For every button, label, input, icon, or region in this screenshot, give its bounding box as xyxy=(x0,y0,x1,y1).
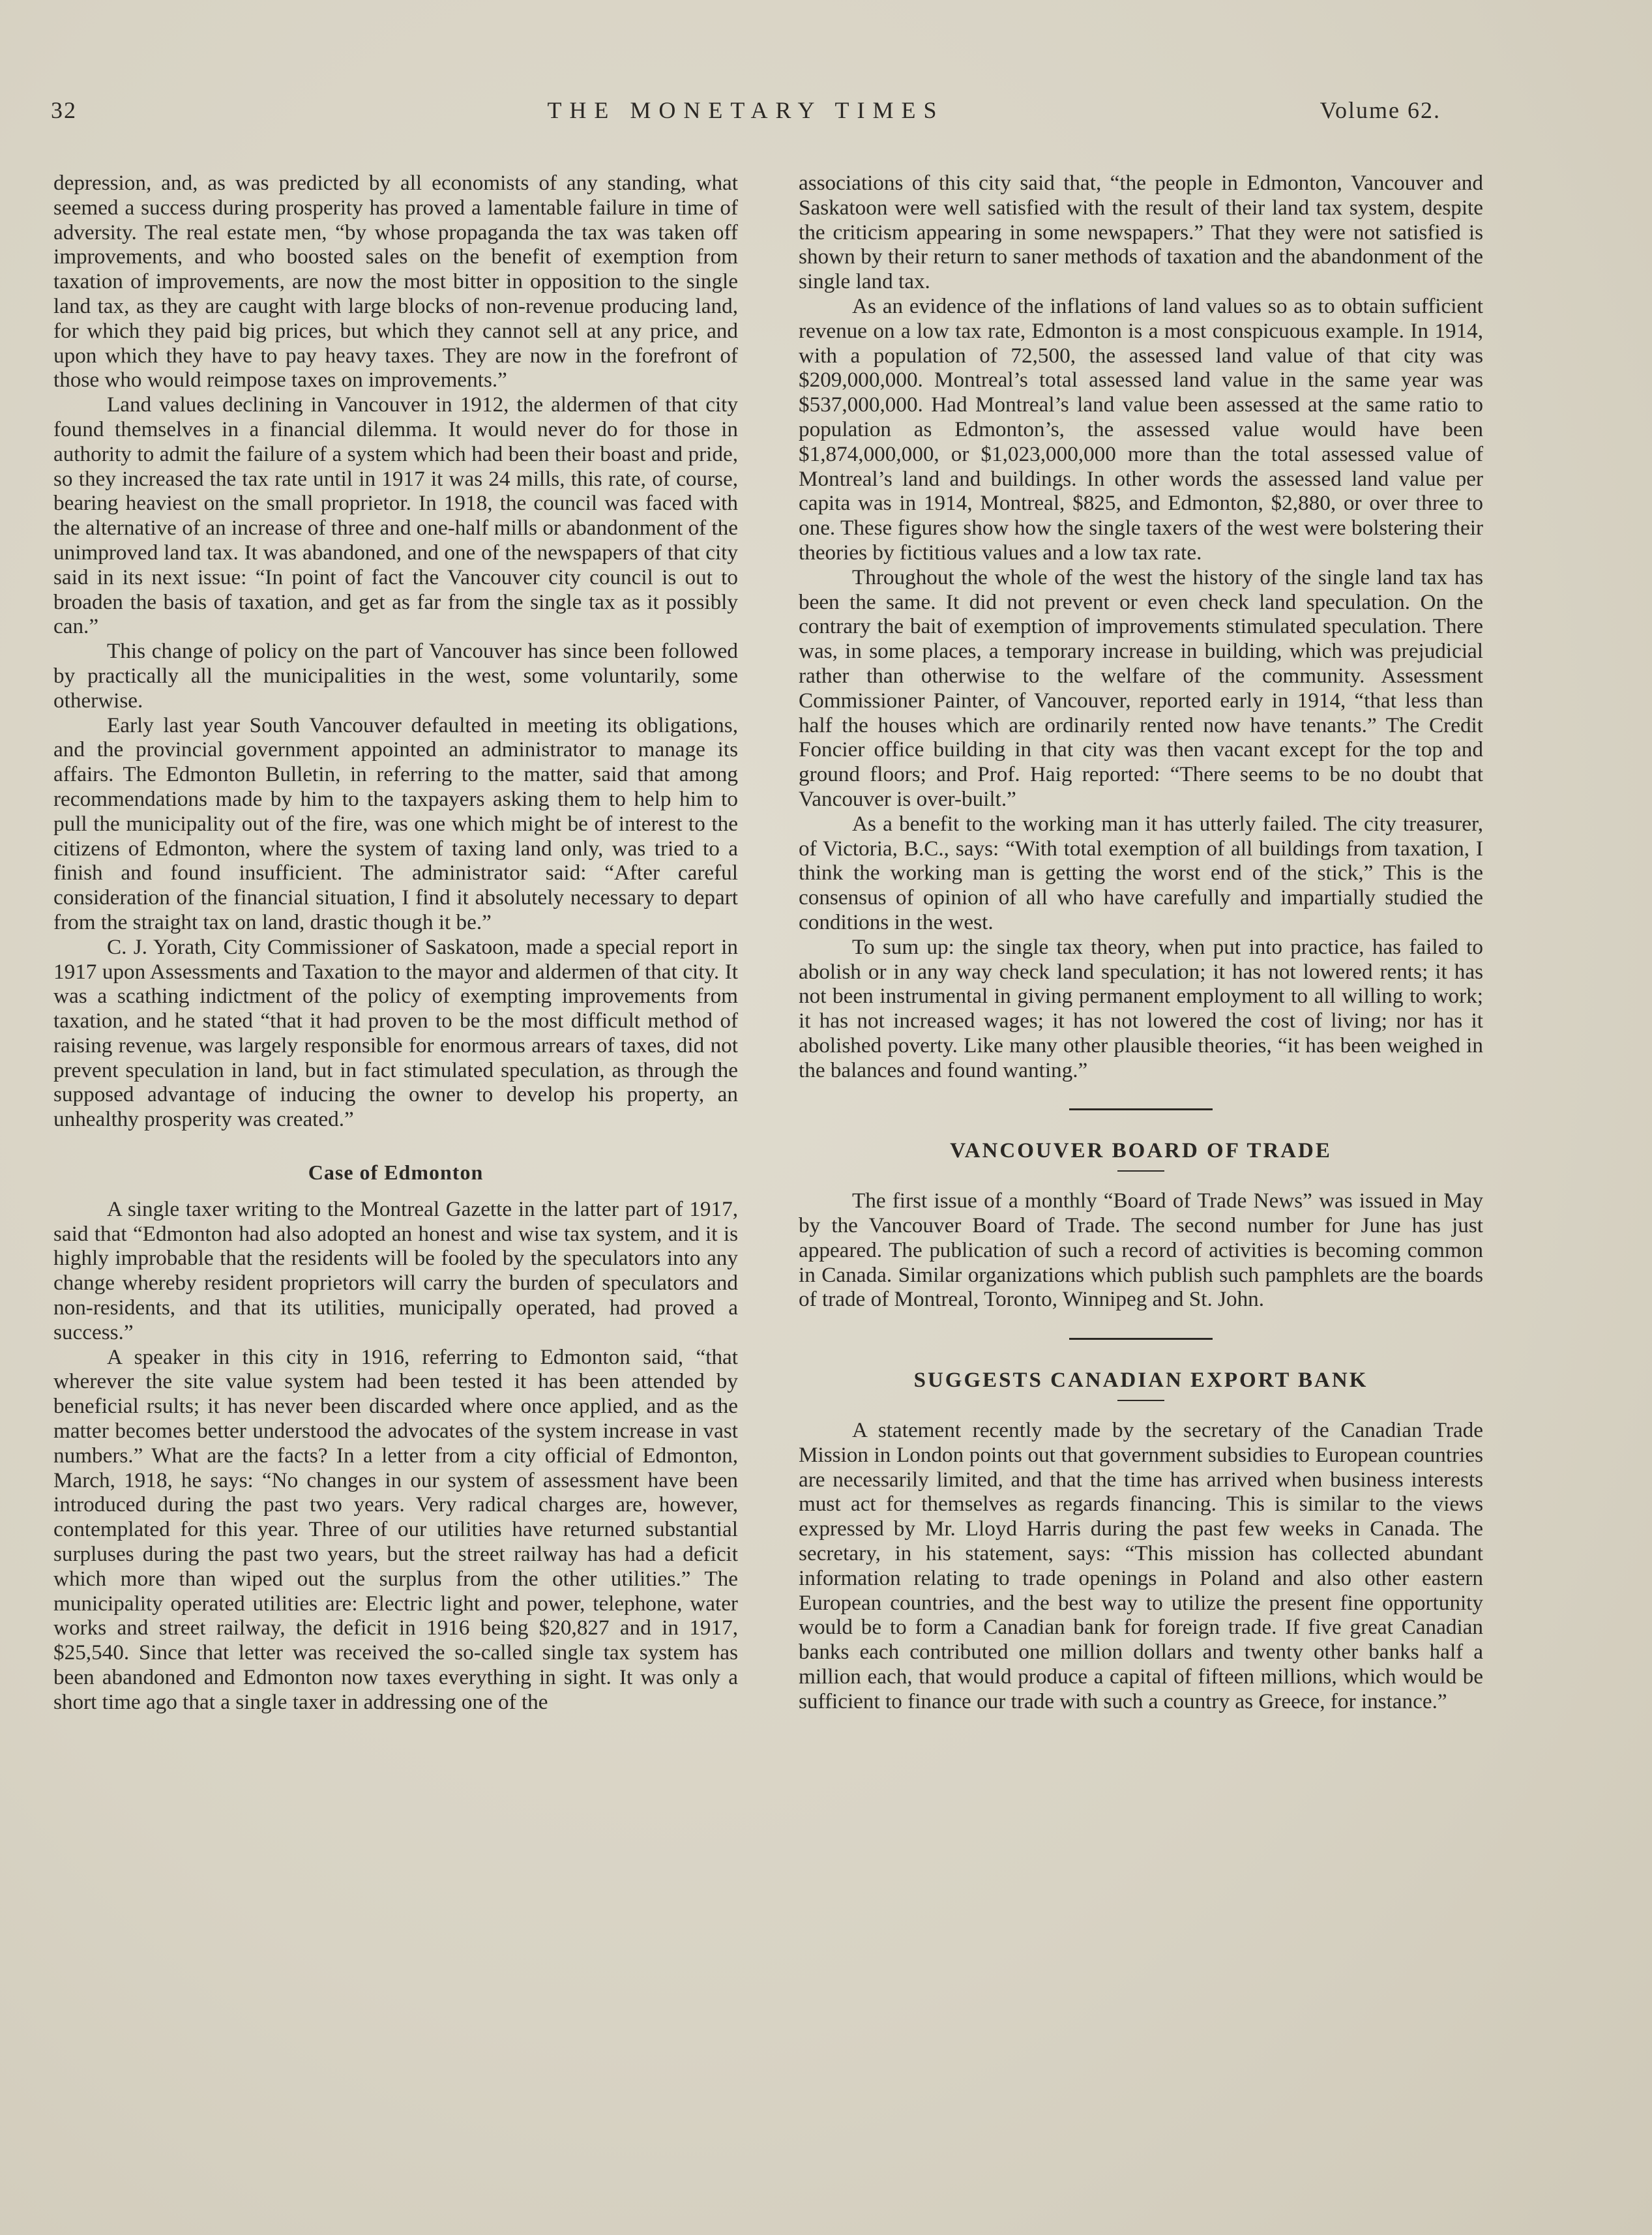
subheading-case-of-edmonton: Case of Edmonton xyxy=(308,1161,484,1185)
title-underline xyxy=(1117,1400,1164,1401)
paragraph: associations of this city said that, “the people in Edmonton, Vancouver and Saskatoon were well satisfied with the result of their land tax system, despite the criticism appearing in some newspapers.” That they were not satisfied is shown by their return to saner methods of taxation and the abandonment of the single land tax. xyxy=(799,171,1483,294)
masthead: THE MONETARY TIMES xyxy=(547,97,945,123)
paragraph: Early last year South Vancouver defaulted in meeting its obligations, and the provincial government appointed an administrator to manage its affairs. The Edmonton Bulletin, in referring to the matter, said that among recommendations made by him to the taxpayers asking them to help him to pull the municipality out of the fire, was one which might be of interest to the citizens of Edmonton, where the system of taxing land only, was tried to a finish and found insufficient. The administrator said: “After careful consideration of the financial situation, I find it absolutely necessary to depart from the straight tax on land, drastic though it be.” xyxy=(53,713,738,934)
paragraph: As an evidence of the inflations of land values so as to obtain sufficient revenue on a low tax rate, Edmonton is a most conspicuous example. In 1914, with a population of 72,500, the assessed land value of that city was $209,000,000. Montreal’s total assessed land value in the same year was $537,000,000. Had Montreal’s land value been assessed at the same ratio to population as Edmonton’s, the assessed value would have been $1,874,000,000, or $1,023,000,000 more than the total assessed value of Montreal’s land and buildings. In other words the assessed land value per capita was in 1914, Montreal, $825, and Edmonton, $2,880, or over three to one. These figures show how the single taxers of the west were bolstering their theories by fictitious values and a low tax rate. xyxy=(799,293,1483,565)
article-title-export-bank: SUGGESTS CANADIAN EXPORT BANK xyxy=(913,1369,1368,1393)
paragraph: C. J. Yorath, City Commissioner of Saskatoon, made a special report in 1917 upon Assessments and Taxation to the mayor and aldermen of that city. It was a scathing indictment of the policy of exempting improvements from taxation, and he stated “that it had proven to be the most difficult method of raising revenue, was largely responsible for enormous arrears of taxes, did not prevent speculation in land, but in fact stimulated speculation, as through the supposed advantage of inducing the owner to develop his property, an unhealthy prosperity was created.” xyxy=(53,934,738,1132)
paragraph: As a benefit to the working man it has utterly failed. The city treasurer, of Victoria, B.C., says: “With total exemption of all buildings from taxation, I think the working man is getting the worst end of the stick,” This is the consensus of opinion of all who have carefully and impartially studied the conditions in the west. xyxy=(799,811,1483,934)
left-column xyxy=(53,171,738,1715)
paragraph: Throughout the whole of the west the history of the single land tax has been the same. It did not prevent or even check land speculation. On the contrary the bait of exemption of improvements stimulated speculation. There was, in some places, a temporary increase in building, which was prejudicial rather than otherwise to the welfare of the community. Assessment Commissioner Painter, of Vancouver, reported early in 1914, “that less than half the houses which are ordinarily rented now have tenants.” The Credit Foncier office building in that city was then vacant except for the top and ground floors; and Prof. Haig reported: “There seems to be no doubt that Vancouver is over-built.” xyxy=(799,565,1483,811)
paragraph: Land values declining in Vancouver in 1912, the aldermen of that city found themselves in a financial dilemma. It would never do for those in authority to admit the failure of a system which had been their boast and pride, so they increased the tax rate until in 1917 it was 24 mills, this rate, of course, bearing heaviest on the small proprietor. In 1918, the council was faced with the alternative of an increase of three and one-half mills or abandonment of the unimproved land tax. It was abandoned, and one of the newspapers of that city said in its next issue: “In point of fact the Vancouver city council is out to broaden the basis of taxation, and get as far from the single tax as it possibly can.” xyxy=(53,392,738,639)
article-title-vancouver-board-of-trade: VANCOUVER BOARD OF TRADE xyxy=(950,1139,1332,1163)
paragraph: depression, and, as was predicted by all economists of any standing, what seemed a success during prosperity has proved a lamentable failure in time of adversity. The real estate men, “by whose propaganda the tax was taken off improvements, and who boosted sales on the benefit of exemption from taxation of improvements, are now the most bitter in opposition to the single land tax, as they are caught with large blocks of non-revenue producing land, for which they paid big prices, but which they cannot sell at any price, and upon which they have to pay heavy taxes. They are now in the forefront of those who would reimpose taxes on improvements.” xyxy=(53,171,738,392)
paragraph: This change of policy on the part of Vancouver has since been followed by practically all the municipalities in the west, some voluntarily, some otherwise. xyxy=(53,639,738,713)
paragraph: A statement recently made by the secretary of the Canadian Trade Mission in London points out that government subsidies to European countries are necessarily limited, and that the time has arrived when business interests must act for themselves as regards financing. This is similar to the views expressed by Mr. Lloyd Harris during the past few weeks in Canada. The secretary, in his statement, says: “This mission has collected abundant information relating to trade openings in Poland and also other eastern European countries, and the best way to utilize the present fine opportunity would be to form a Canadian bank for foreign trade. If five great Canadian banks each contributed one million dollars and twenty other banks half a million each, that would produce a capital of fifteen millions, which would be sufficient to finance our trade with such a country as Greece, for instance.” xyxy=(799,1418,1483,1713)
right-column xyxy=(799,171,1483,1714)
paragraph: A single taxer writing to the Montreal Gazette in the latter part of 1917, said that “Edmonton had also adopted an honest and wise tax system, and it is highly improbable that the residents will be fooled by the speculators into any change whereby resident proprietors will carry the burden of speculators and non-residents, and that its utilities, municipally operated, had proved a success.” xyxy=(53,1196,738,1344)
section-divider xyxy=(1069,1338,1213,1340)
volume-label: Volume 62. xyxy=(1320,97,1441,123)
section-divider xyxy=(1069,1108,1213,1110)
title-underline xyxy=(1117,1170,1164,1172)
page-header xyxy=(51,96,1441,136)
page-number: 32 xyxy=(51,97,77,123)
paragraph: The first issue of a monthly “Board of Trade News” was issued in May by the Vancouver Board of Trade. The second number for June has just appeared. The publication of such a record of activities is becoming common in Canada. Similar organizations which publish such pamphlets are the boards of trade of Montreal, Toronto, Winnipeg and St. John. xyxy=(799,1189,1483,1312)
paragraph: To sum up: the single tax theory, when put into practice, has failed to abolish or in any way check land speculation; it has not lowered rents; it has not been instrumental in giving permanent employment to all willing to work; it has not increased wages; it has not lowered the cost of living; nor has it abolished poverty. Like many other plausible theories, “it has been weighed in the balances and found wanting.” xyxy=(799,934,1483,1082)
paragraph: A speaker in this city in 1916, referring to Edmonton said, “that wherever the site value system had been tested it has been attended by beneficial rsults; it has never been discarded where once applied, and as the matter becomes better understood the advocates of the system increase in vast numbers.” What are the facts? In a letter from a city official of Edmonton, March, 1918, he says: “No changes in our system of assessment have been introduced during the past two years. Very radical charges are, however, contemplated for this year. Three of our utilities have returned substantial surpluses during the past two years, but the street railway has had a deficit which more than wiped out the surplus from the other utilities.” The municipality operated utilities are: Electric light and power, telephone, water works and street railway, the deficit in 1916 being $20,827 and in 1917, $25,540. Since that letter was received the so-called single tax system has been abandoned and Edmonton now taxes everything in sight. It was only a short time ago that a single taxer in addressing one of the xyxy=(53,1344,738,1714)
